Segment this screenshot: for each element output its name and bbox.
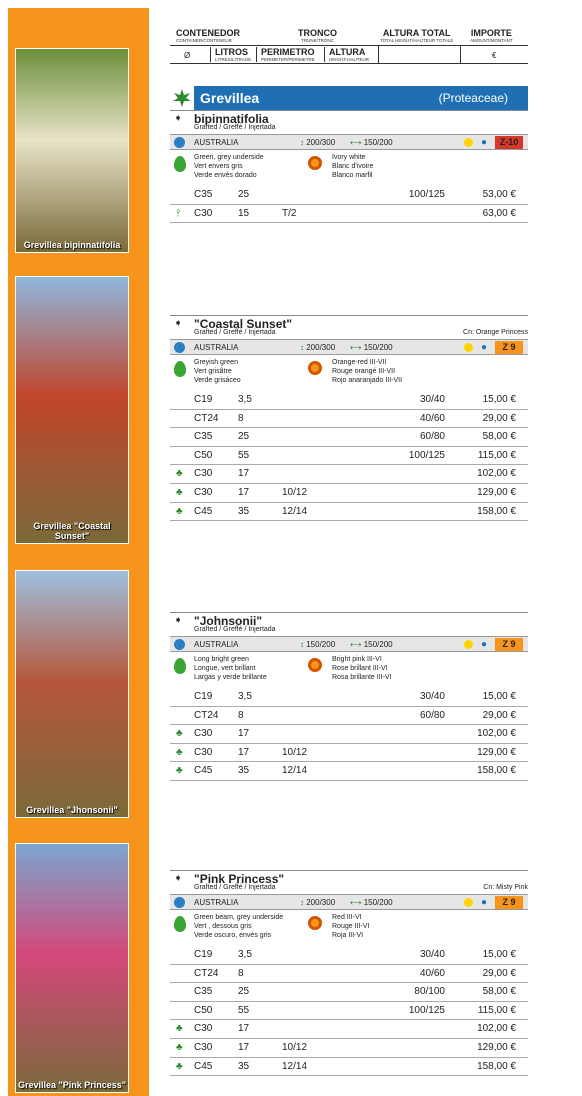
height-value: 200/300 (306, 138, 336, 147)
container-size: CT24 (194, 412, 219, 424)
foliage-line: Vert grisâtre (194, 368, 232, 375)
total-height: 100/125 (408, 449, 445, 461)
container-size: C35 (194, 431, 213, 443)
commercial-name: Cn: Orange Princess (463, 329, 528, 336)
foliage-line: Verde envés dorado (194, 172, 257, 179)
euro-symbol: € (492, 51, 497, 60)
table-row (170, 447, 528, 466)
litres: 8 (238, 967, 244, 979)
product-name: "Johnsonii" (194, 614, 263, 628)
leaf-icon (170, 86, 194, 110)
flower-icon (308, 916, 322, 930)
table-row (170, 725, 528, 744)
container-size: C45 (194, 765, 213, 777)
container-size: C45 (194, 1060, 213, 1072)
container-size: C30 (194, 468, 213, 480)
litres: 8 (238, 709, 244, 721)
price: 129,00 € (477, 486, 516, 498)
container-size: C30 (194, 746, 213, 758)
table-row (170, 205, 528, 224)
foliage-leaf-icon (174, 916, 186, 932)
trunk-perimeter: 12/14 (282, 1060, 308, 1072)
bloom-line: Rouge orangé III-VII (332, 368, 396, 375)
height-range: ↕ 200/300 (300, 898, 336, 907)
grafted-label: Grafted / Greffé / Injertada (194, 124, 276, 131)
table-row (170, 688, 528, 707)
litres: 55 (238, 449, 250, 461)
origin-country: AUSTRALIA (194, 640, 239, 649)
bloom-line: Roja III-VI (332, 932, 364, 939)
price: 102,00 € (477, 728, 516, 740)
flower-icon (308, 361, 322, 375)
hardiness-zone-badge: Z-10 (495, 136, 523, 149)
foliage-leaf-icon (174, 361, 186, 377)
genus-name: Grevillea (200, 90, 260, 106)
product-section (170, 315, 528, 521)
litres: 15 (238, 207, 250, 219)
column-header (170, 28, 528, 64)
litros-sub: LITRES/LITRAGE (215, 57, 252, 62)
height-value: 200/300 (306, 898, 336, 907)
table-row (170, 707, 528, 726)
water-drop-icon: ● (481, 897, 488, 908)
width-range: ⟷ 150/200 (350, 138, 393, 147)
width-value: 150/200 (363, 640, 393, 649)
total-height: 60/80 (419, 431, 445, 443)
litres: 3,5 (238, 394, 252, 405)
perimetro-label: PERIMETRO (261, 47, 315, 57)
trunk-perimeter: 10/12 (282, 746, 308, 758)
product-section (170, 612, 528, 781)
arrow-icon: ➧ (174, 615, 183, 626)
arrow-icon: ➧ (174, 318, 183, 329)
price: 158,00 € (477, 505, 516, 517)
product-subtitle (170, 329, 528, 339)
plant-photo (15, 276, 129, 544)
bloom-text (332, 358, 402, 385)
altura-total-sub: TOTAL HEIGHT/HAUTEUR TOTALE (380, 38, 454, 43)
standard-tree-icon: ♣ (176, 486, 183, 498)
litres: 3,5 (238, 949, 252, 960)
litres: 25 (238, 986, 250, 998)
container-size: C35 (194, 189, 213, 200)
litres: 17 (238, 468, 250, 480)
commercial-name: Cn: Misty Pink (483, 884, 528, 891)
container-size: C19 (194, 394, 213, 405)
product-title-row (170, 870, 528, 884)
tronco-label: TRONCO (298, 28, 337, 38)
price: 115,00 € (477, 1004, 516, 1016)
altura-total-label: ALTURA TOTAL (382, 28, 451, 38)
container-size: C50 (194, 449, 213, 461)
container-size: C45 (194, 505, 213, 517)
standard-tree-icon: ♣ (176, 468, 183, 480)
globe-icon (174, 342, 185, 353)
photo-caption: Grevillea "Jhonsonii" (26, 805, 118, 815)
origin-bar (170, 894, 528, 910)
height-range: ↕ 200/300 (300, 138, 336, 147)
product-name: "Pink Princess" (194, 872, 285, 886)
table-row (170, 465, 528, 484)
table-row (170, 1020, 528, 1039)
water-drop-icon: ● (481, 342, 488, 353)
bloom-line: Ivory white (332, 154, 366, 161)
origin-country: AUSTRALIA (194, 138, 239, 147)
total-height: 60/80 (419, 709, 445, 721)
trunk-perimeter: 12/14 (282, 765, 308, 777)
litres: 8 (238, 412, 244, 424)
price: 29,00 € (482, 967, 516, 979)
table-row (170, 946, 528, 965)
total-height: 30/40 (419, 691, 445, 702)
litros-label: LITROS (215, 47, 248, 57)
foliage-text (194, 913, 283, 940)
globe-icon (174, 137, 185, 148)
price: 58,00 € (482, 986, 516, 998)
container-size: C30 (194, 486, 213, 498)
litres: 17 (238, 486, 250, 498)
foliage-line: Long bright green (194, 656, 249, 663)
container-size: C30 (194, 1041, 213, 1053)
bloom-line: Rojo anaranjado III-VII (332, 377, 403, 384)
foliage-line: Verde oscuro, envés gris (194, 932, 272, 939)
width-value: 150/200 (363, 343, 393, 352)
foliage-leaf-icon (174, 156, 186, 172)
table-row (170, 484, 528, 503)
sun-icon (464, 898, 473, 907)
price: 29,00 € (482, 412, 516, 424)
standard-tree-icon: ♣ (176, 1060, 183, 1072)
importe-label: IMPORTE (470, 28, 512, 38)
product-title-row (170, 315, 528, 329)
trunk-perimeter: T/2 (282, 207, 297, 219)
standard-tree-icon: ♣ (176, 765, 183, 777)
altura-sub: HEIGHT-HAUTEUR (329, 57, 370, 62)
altura-label: ALTURA (329, 47, 366, 57)
trunk-perimeter: 10/12 (282, 1041, 308, 1053)
description-block (170, 150, 528, 186)
bloom-line: Blanco marfil (332, 172, 373, 179)
height-value: 200/300 (306, 343, 336, 352)
standard-tree-icon: ♣ (176, 1041, 183, 1053)
total-height: 100/125 (408, 1004, 445, 1016)
foliage-leaf-icon (174, 658, 186, 674)
container-size: C19 (194, 949, 213, 960)
hardiness-zone-badge: Z 9 (495, 896, 523, 909)
photo-caption: Grevillea "Pink Princess" (17, 1080, 127, 1090)
description-block (170, 355, 528, 391)
origin-bar (170, 339, 528, 355)
foliage-line: Green beam, grey underside (194, 914, 284, 921)
container-size: CT24 (194, 709, 219, 721)
litres: 25 (238, 431, 250, 443)
standard-tree-icon: ♣ (176, 1023, 183, 1035)
table-row (170, 762, 528, 781)
table-row (170, 1058, 528, 1077)
standard-tree-icon: ♣ (176, 728, 183, 740)
total-height: 40/60 (419, 412, 445, 424)
width-range: ⟷ 150/200 (350, 640, 393, 649)
height-range: ↕ 150/200 (300, 640, 336, 649)
arrow-icon: ➧ (174, 873, 183, 884)
foliage-line: Vert , dessous gris (194, 923, 252, 930)
contenedor-label: CONTENEDOR (176, 28, 241, 38)
container-size: C50 (194, 1004, 213, 1016)
bloom-line: Orange-red III-VII (332, 359, 387, 366)
total-height: 100/125 (408, 189, 445, 200)
bloom-text (332, 153, 373, 180)
hardiness-zone-badge: Z 9 (495, 341, 523, 354)
foliage-text (194, 153, 264, 180)
table-row (170, 983, 528, 1002)
arrow-icon: ➧ (174, 113, 183, 124)
price: 15,00 € (482, 691, 516, 702)
price: 115,00 € (477, 449, 516, 461)
litres: 3,5 (238, 691, 252, 702)
price: 158,00 € (477, 1060, 516, 1072)
litres: 35 (238, 505, 250, 517)
foliage-line: Green, grey underside (194, 154, 264, 161)
width-range: ⟷ 150/200 (350, 343, 393, 352)
flower-icon (308, 658, 322, 672)
width-range: ⟷ 150/200 (350, 898, 393, 907)
product-subtitle (170, 884, 528, 894)
stake-icon: ⫯ (176, 207, 181, 219)
genus-family: (Proteaceae) (438, 91, 508, 105)
genus-title-bar (170, 86, 528, 110)
table-row (170, 503, 528, 522)
sun-icon (464, 138, 473, 147)
litres: 17 (238, 728, 250, 740)
table-row (170, 965, 528, 984)
price: 102,00 € (477, 468, 516, 480)
product-subtitle (170, 124, 528, 134)
bloom-text (332, 913, 369, 940)
litres: 25 (238, 189, 250, 200)
price: 53,00 € (482, 189, 516, 200)
origin-country: AUSTRALIA (194, 898, 239, 907)
contenedor-sub: CONTAINER/CONTENEUR (176, 38, 232, 43)
hardiness-zone-badge: Z 9 (495, 638, 523, 651)
container-size: C30 (194, 728, 213, 740)
price: 129,00 € (477, 746, 516, 758)
sun-icon (464, 640, 473, 649)
plant-photo (15, 570, 129, 818)
bloom-line: Rouge III-VI (332, 923, 370, 930)
litres: 35 (238, 765, 250, 777)
origin-bar (170, 636, 528, 652)
globe-icon (174, 639, 185, 650)
product-name: "Coastal Sunset" (194, 317, 293, 331)
container-size: C35 (194, 986, 213, 998)
trunk-perimeter: 12/14 (282, 505, 308, 517)
foliage-line: Greyish green (194, 359, 238, 366)
table-row (170, 1002, 528, 1021)
total-height: 40/60 (419, 967, 445, 979)
globe-icon (174, 897, 185, 908)
bloom-line: Blanc d'ivoire (332, 163, 374, 170)
price: 158,00 € (477, 765, 516, 777)
table-row (170, 410, 528, 429)
plant-photo (15, 48, 129, 253)
grafted-label: Grafted / Greffé / Injertada (194, 329, 276, 336)
description-block (170, 910, 528, 946)
price: 15,00 € (482, 949, 516, 960)
flower-icon (308, 156, 322, 170)
height-value: 150/200 (306, 640, 336, 649)
price: 102,00 € (477, 1023, 516, 1035)
foliage-text (194, 655, 267, 682)
litres: 17 (238, 1041, 250, 1053)
product-subtitle (170, 626, 528, 636)
sun-icon (464, 343, 473, 352)
price: 129,00 € (477, 1041, 516, 1053)
width-value: 150/200 (363, 138, 393, 147)
water-drop-icon: ● (481, 639, 488, 650)
litres: 35 (238, 1060, 250, 1072)
product-title-row (170, 612, 528, 626)
price: 29,00 € (482, 709, 516, 721)
standard-tree-icon: ♣ (176, 746, 183, 758)
price: 58,00 € (482, 431, 516, 443)
container-size: C30 (194, 207, 213, 219)
trunk-perimeter: 10/12 (282, 486, 308, 498)
table-row (170, 391, 528, 410)
height-range: ↕ 200/300 (300, 343, 336, 352)
grafted-label: Grafted / Greffé / Injertada (194, 884, 276, 891)
width-value: 150/200 (363, 898, 393, 907)
diameter-symbol: Ø (184, 51, 191, 60)
table-row (170, 1039, 528, 1058)
bloom-text (332, 655, 392, 682)
product-title-row (170, 110, 528, 124)
standard-tree-icon: ♣ (176, 505, 183, 517)
origin-bar (170, 134, 528, 150)
litres: 17 (238, 746, 250, 758)
table-row (170, 428, 528, 447)
container-size: C19 (194, 691, 213, 702)
litres: 17 (238, 1023, 250, 1035)
total-height: 30/40 (419, 949, 445, 960)
photo-caption: Grevillea "Coastal Sunset" (33, 521, 111, 541)
total-height: 80/100 (414, 986, 445, 998)
price: 63,00 € (482, 207, 516, 219)
photo-caption: Grevillea bipinnatifolia (23, 240, 121, 250)
water-drop-icon: ● (481, 137, 488, 148)
product-name: bipinnatifolia (194, 112, 269, 126)
price: 15,00 € (482, 394, 516, 405)
foliage-line: Longue, vert brillant (194, 665, 256, 672)
plant-photo (15, 843, 129, 1093)
foliage-line: Largas y verde brillante (194, 674, 267, 681)
bloom-line: Rosa brillante III-VI (332, 674, 392, 681)
perimetro-sub: PERIMETER/PERIMETRE (261, 57, 315, 62)
total-height: 30/40 (419, 394, 445, 405)
tronco-sub: TRUNK/TRONC (301, 38, 334, 43)
grafted-label: Grafted / Greffé / Injertada (194, 626, 276, 633)
importe-sub: AMOUNT/MONTANT (470, 38, 513, 43)
table-row (170, 186, 528, 205)
foliage-line: Verde grisáceo (194, 377, 241, 384)
bloom-line: Rose brillant III-VI (332, 665, 388, 672)
container-size: CT24 (194, 967, 219, 979)
foliage-line: Vert envers gris (194, 163, 243, 170)
container-size: C30 (194, 1023, 213, 1035)
litres: 55 (238, 1004, 250, 1016)
product-section (170, 110, 528, 223)
foliage-text (194, 358, 241, 385)
product-section (170, 870, 528, 1076)
description-block (170, 652, 528, 688)
table-row (170, 744, 528, 763)
bloom-line: Bright pink III-VI (332, 656, 382, 663)
origin-country: AUSTRALIA (194, 343, 239, 352)
bloom-line: Red III-VI (332, 914, 362, 921)
